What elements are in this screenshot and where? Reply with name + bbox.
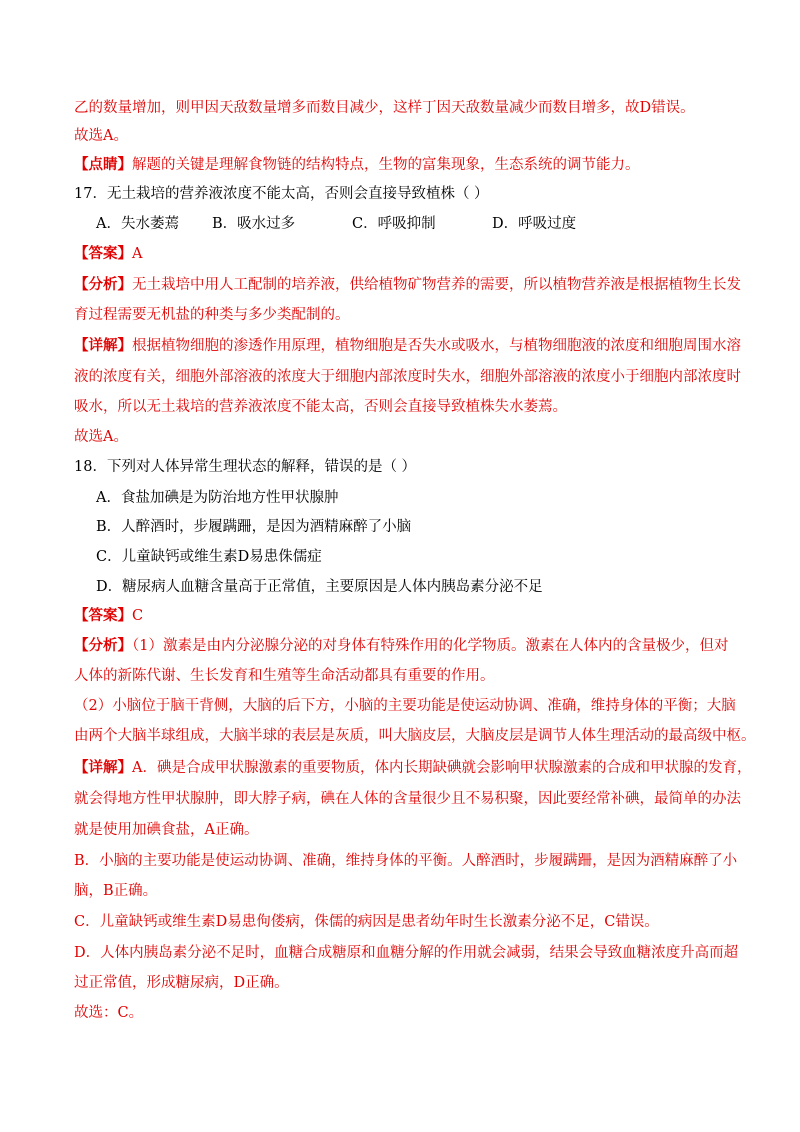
detail-17-line: 吸水，所以无土栽培的营养液浓度不能太高，否则会直接导致植株失水萎蔫。: [74, 399, 567, 415]
option-17c: C．呼吸抑制: [352, 216, 436, 232]
detail-text: A．碘是合成甲状腺激素的重要物质，体内长期缺碘就会影响甲状腺激素的合成和甲状腺的发育，: [132, 760, 752, 776]
text-line: 故选A。: [74, 128, 128, 144]
analysis-tag: 【分析】: [74, 276, 132, 293]
detail-text: 根据植物细胞的渗透作用原理，植物细胞是否失水或吸水，与植物细胞液的浓度和细胞周围水溶: [132, 338, 741, 354]
detail-17-line: 液的浓度有关，细胞外部溶液的浓度大于细胞内部浓度时失水，细胞外部溶液的浓度小于细胞内部浓度时: [74, 369, 741, 385]
analysis-text: 无土栽培中用人工配制的培养液，供给植物矿物营养的需要，所以植物营养液是根据植物生长发: [132, 277, 741, 293]
analysis-18-line: （2）小脑位于脑干背侧，大脑的后下方，小脑的主要功能是使运动协调、准确，维持身体的平衡；大脑: [74, 698, 736, 714]
detail-18-line: 就是使用加碘食盐，A正确。: [74, 822, 259, 838]
select-18: 故选：C。: [74, 1005, 144, 1021]
tip-line: [74, 155, 640, 175]
select-17: 故选A。: [74, 429, 128, 445]
answer-tag: 【答案】: [74, 245, 132, 262]
detail-tag: 【详解】: [74, 759, 132, 776]
detail-tag: 【详解】: [74, 337, 132, 354]
analysis-18-line: 人体的新陈代谢、生长发育和生殖等生命活动都具有重要的作用。: [74, 668, 495, 684]
text-line: 乙的数量增加，则甲因天敌数量增多而数目减少，这样丁因天敌数量减少而数目增多，故D错误。: [74, 100, 695, 116]
option-17a: A．失水萎蔫: [96, 216, 179, 232]
option-18a: A．食盐加碘是为防治地方性甲状腺肿: [96, 490, 339, 506]
analysis-tag: 【分析】: [74, 637, 132, 654]
analysis-18-line: 由两个大脑半球组成，大脑半球的表层是灰质，叫大脑皮层，大脑皮层是调节人体生理活动的最高级中枢。: [74, 728, 756, 744]
tip-tag: 【点睛】: [74, 156, 132, 173]
answer-18: [74, 606, 143, 626]
question-17: 17．无土栽培的营养液浓度不能太高，否则会直接导致植株（ ）: [74, 186, 489, 202]
analysis-17-line: 育过程需要无机盐的种类与多少类配制的。: [74, 307, 350, 323]
detail-18-line: D．人体内胰岛素分泌不足时，血糖合成糖原和血糖分解的作用就会减弱，结果会导致血糖浓度升高而超: [74, 945, 739, 961]
analysis-17-line: [74, 275, 741, 295]
answer-tag: 【答案】: [74, 607, 132, 624]
option-17b: B．吸水过多: [212, 216, 296, 232]
option-17d: D．呼吸过度: [492, 216, 577, 232]
answer-value: C: [132, 608, 144, 624]
detail-18-line: C．儿童缺钙或维生素D易患佝偻病，侏儒的病因是患者幼年时生长激素分泌不足，C错误。: [74, 914, 659, 930]
option-18c: C．儿童缺钙或维生素D易患侏儒症: [96, 549, 322, 565]
detail-18-line: 过正常值，形成糖尿病，D正确。: [74, 975, 289, 991]
option-18b: B．人醉酒时，步履蹒跚，是因为酒精麻醉了小脑: [96, 519, 412, 535]
answer-value: A: [132, 246, 143, 262]
detail-18-line: B．小脑的主要功能是使运动协调、准确，维持身体的平衡。人醉酒时，步履蹒跚，是因为酒精麻醉了小: [74, 853, 738, 869]
detail-18-line: 就会得地方性甲状腺肿，即大脖子病，碘在人体的含量很少且不易积聚，因此要经常补碘，最简单的办法: [74, 791, 741, 807]
detail-18-line: 脑，B正确。: [74, 883, 158, 899]
tip-text: 解题的关键是理解食物链的结构特点，生物的富集现象，生态系统的调节能力。: [132, 157, 640, 173]
analysis-text: （1）激素是由内分泌腺分泌的对身体有特殊作用的化学物质。激素在人体内的含量极少，但对: [132, 638, 729, 654]
option-18d: D．糖尿病人血糖含量高于正常值，主要原因是人体内胰岛素分泌不足: [96, 579, 543, 595]
answer-17: [74, 244, 142, 264]
detail-17-line: [74, 336, 741, 356]
analysis-18-line: [74, 636, 728, 656]
question-18: 18．下列对人体异常生理状态的解释，错误的是（ ）: [74, 459, 417, 475]
detail-18-line: [74, 758, 751, 778]
